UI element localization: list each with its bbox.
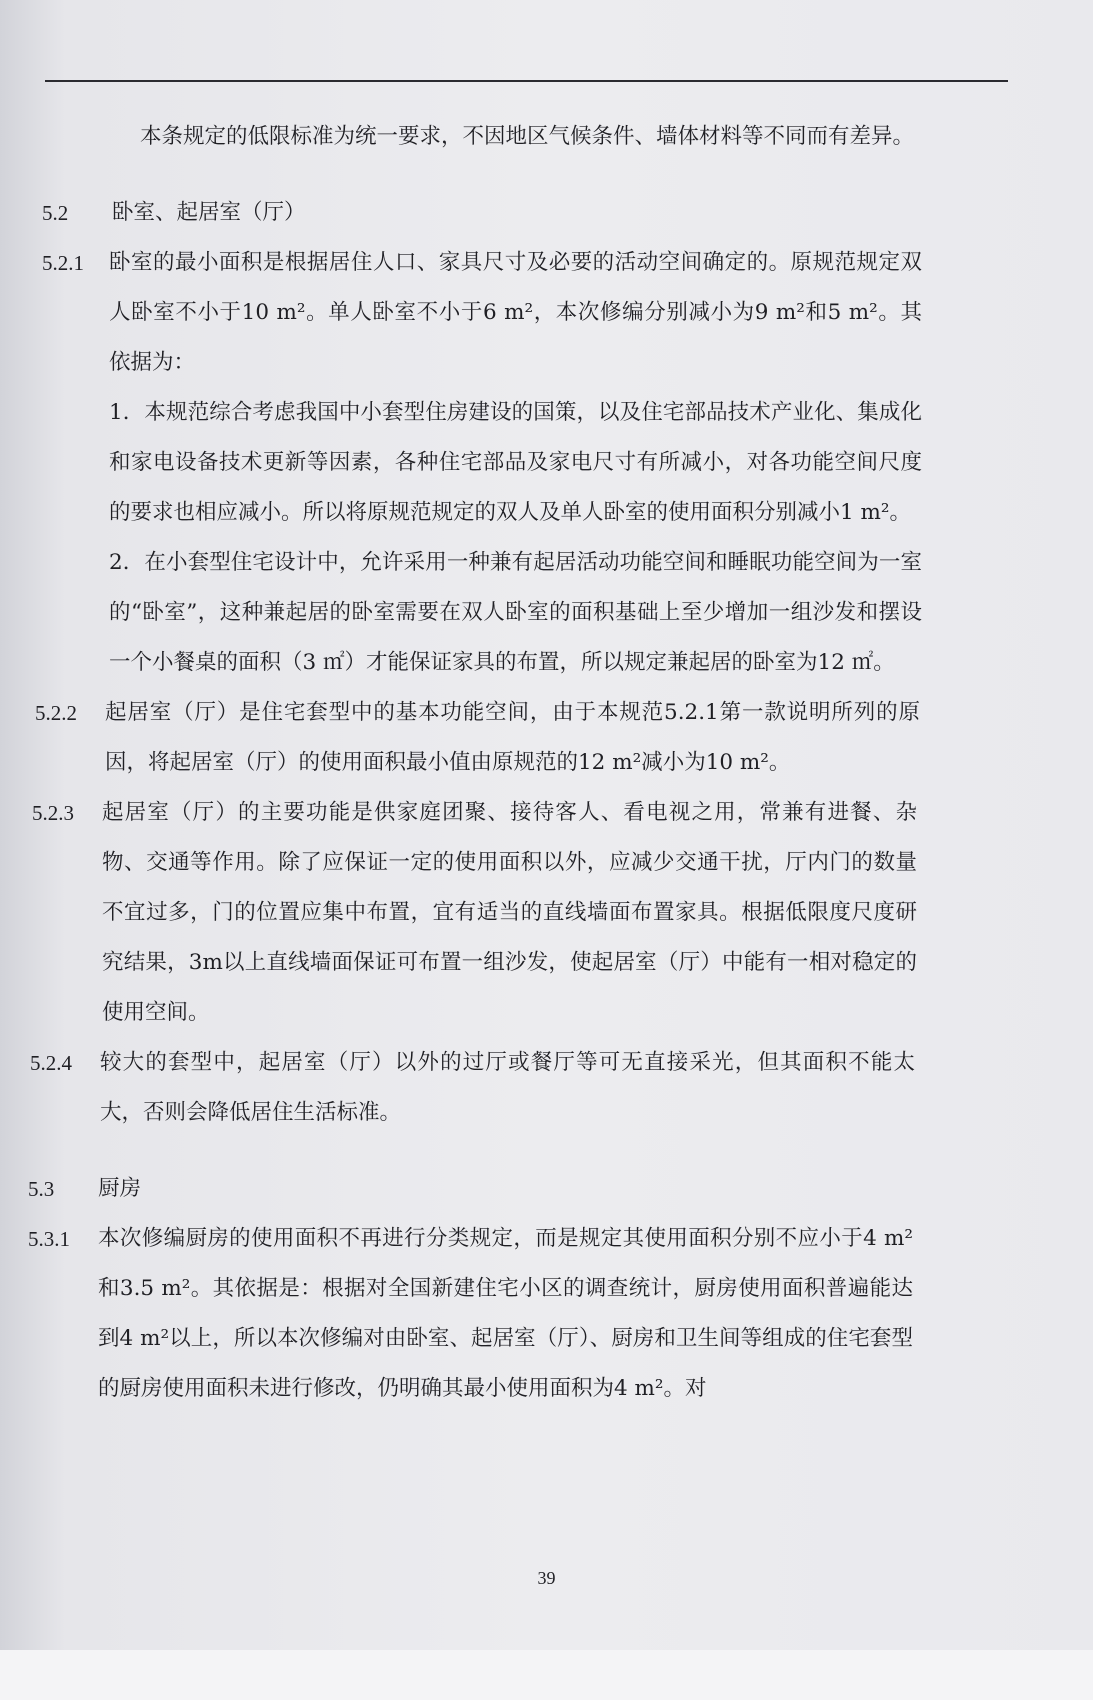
clause-5-2-1-item-1: 1．本规范综合考虑我国中小套型住房建设的国策，以及住宅部品技术产业化、集成化和家电设备技术更新等因素，各种住宅部品及家电尺寸有所减小，对各功能空间尺度的要求也相应减小。所以将原规范规定的双人及单人卧室的使用面积分别减小1 m²。 bbox=[109, 400, 922, 525]
clause-5-2-1-item-2: 2．在小套型住宅设计中，允许采用一种兼有起居活动功能空间和睡眠功能空间为一室的“卧室”，这种兼起居的卧室需要在双人卧室的面积基础上至少增加一组沙发和摆设一个小餐桌的面积（3 ㎡）才能保证家具的布置，所以规定兼起居的卧室为12 ㎡。 bbox=[109, 550, 922, 675]
header-rule bbox=[45, 80, 1008, 82]
scan-margin bbox=[0, 1650, 1093, 1700]
page-number: 39 bbox=[537, 1568, 556, 1588]
section-heading-5-2: 5.2 卧室、起居室（厅） bbox=[42, 200, 306, 225]
clause-5-2-2: 5.2.2 起居室（厅）是住宅套型中的基本功能空间，由于本规范5.2.1第一款说明所列的原因，将起居室（厅）的使用面积最小值由原规范的12 m²减小为10 m²。 bbox=[35, 700, 920, 775]
section-heading-5-3: 5.3 厨房 bbox=[28, 1176, 142, 1201]
clause-5-3-1: 5.3.1 本次修编厨房的使用面积不再进行分类规定，而是规定其使用面积分别不应小于4 m²和3.5 m²。其依据是：根据对全国新建住宅小区的调查统计，厨房使用面积普遍能达到4 m²以上，所以本次修编对由卧室、起居室（厅）、厨房和卫生间等组成的住宅套型的厨房使用面积未进行修改，仍明确其最小使用面积为4 m²。对 bbox=[28, 1226, 913, 1401]
clause-5-2-4: 5.2.4 较大的套型中，起居室（厅）以外的过厅或餐厅等可无直接采光，但其面积不能太大，否则会降低居住生活标准。 bbox=[30, 1050, 915, 1125]
page-body bbox=[0, 112, 1093, 1414]
clause-5-2-3: 5.2.3 起居室（厅）的主要功能是供家庭团聚、接待客人、看电视之用，常兼有进餐、杂物、交通等作用。除了应保证一定的使用面积以外，应减少交通干扰，厅内门的数量不宜过多，门的位置应集中布置，宜有适当的直线墙面布置家具。根据低限度尺度研究结果，3m以上直线墙面保证可布置一组沙发，使起居室（厅）中能有一相对稳定的使用空间。 bbox=[32, 800, 917, 1025]
continuation-paragraph: 本条规定的低限标准为统一要求，不因地区气候条件、墙体材料等不同而有差异。 bbox=[140, 124, 915, 149]
clause-5-2-1: 5.2.1 卧室的最小面积是根据居住人口、家具尺寸及必要的活动空间确定的。原规范规定双人卧室不小于10 m²。单人卧室不小于6 m²，本次修编分别减小为9 m²和5 m²。其依据为： bbox=[42, 250, 922, 375]
